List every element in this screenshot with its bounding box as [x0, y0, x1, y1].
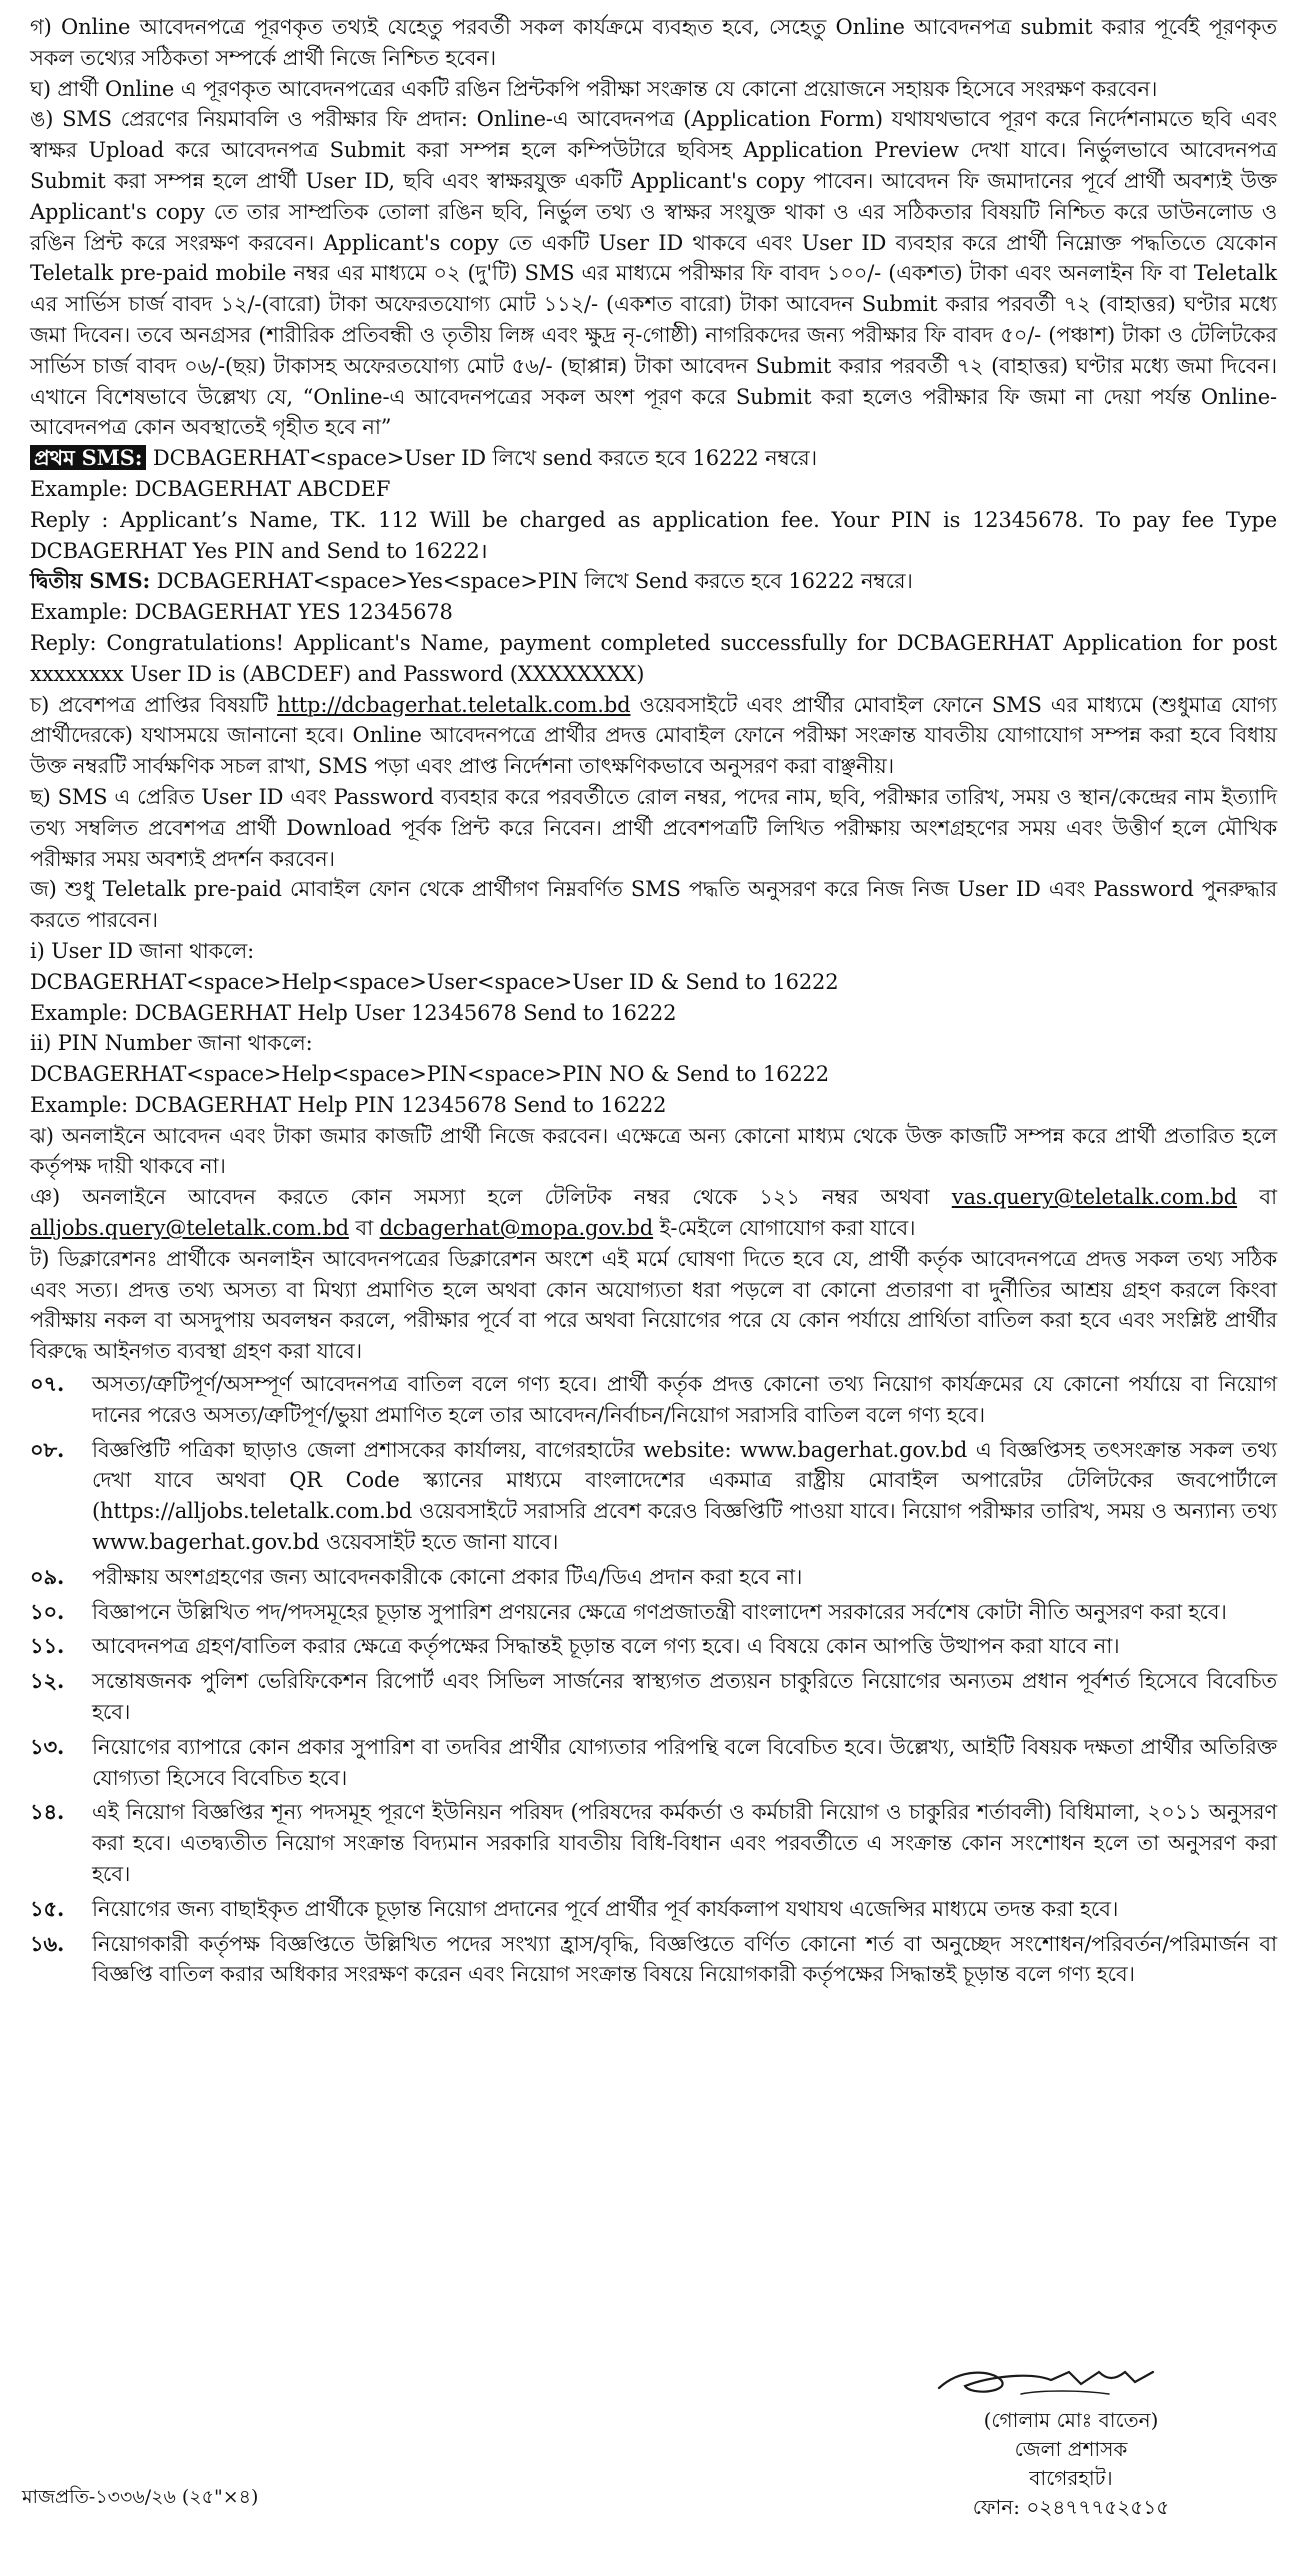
ja-i-heading: i) User ID জানা থাকলে: [30, 938, 255, 963]
numbered-clause [30, 1597, 1277, 1628]
clause-text: সন্তোষজনক পুলিশ ভেরিফিকেশন রিপোর্ট এবং সিভিল সার্জনের স্বাস্থ্যগত প্রত্যয়ন চাকুরিতে নিয়োগের অন্যতম প্রধান পূর্বশর্ত হিসেবে বিবেচিত হবে। [92, 1669, 1277, 1725]
clause-text: পরীক্ষায় অংশগ্রহণের জন্য আবেদনকারীকে কোনো প্রকার টিএ/ডিএ প্রদান করা হবে না। [92, 1564, 803, 1589]
clause-number: ১২. [30, 1668, 65, 1694]
signatory-title: জেলা প্রশাসক [1014, 2437, 1128, 2461]
clause-chha: ছ) SMS এ প্রেরিত User ID এবং Password ব্যবহার করে পরবর্তীতে রোল নম্বর, পদের নাম, ছবি, পরীক্ষার তারিখ, সময় ও স্থান/কেন্দ্রের নাম ইত্যাদি তথ্য সম্বলিত প্রবেশপত্র প্রার্থী Download পূর্বক প্রিন্ট করে নিবেন। প্রার্থী প্রবেশপত্রটি লিখিত পরীক্ষায় অংশগ্রহণের সময় এবং উত্তীর্ণ হলে মৌখিক পরীক্ষার সময় অবশ্যই প্রদর্শন করবেন। [30, 784, 1277, 871]
clause-number: ১০. [30, 1598, 65, 1624]
clause-text: আবেদনপত্র গ্রহণ/বাতিল করার ক্ষেত্রে কর্তৃপক্ষের সিদ্ধান্তই চূড়ান্ত বলে গণ্য হবে। এ বিষয়ে কোন আপত্তি উত্থাপন করা যাবে না। [92, 1634, 1120, 1659]
ja-ii-example: Example: DCBAGERHAT Help PIN 12345678 Send to 16222 [30, 1092, 667, 1117]
sms2-text: DCBAGERHAT<space>Yes<space>PIN লিখে Send করতে হবে 16222 নম্বরে। [150, 569, 913, 594]
sms1-line [30, 443, 1277, 474]
circular-body [30, 12, 1277, 1990]
numbered-clause [30, 1435, 1277, 1558]
signatory-name: (গোলাম মোঃ বাতেন) [983, 2408, 1159, 2432]
clause-text: বিজ্ঞাপনে উল্লিখিত পদ/পদসমূহের চূড়ান্ত সুপারিশ প্রণয়নের ক্ষেত্রে গণপ্রজাতন্ত্রী বাংলাদেশ সরকারের সর্বশেষ কোটা নীতি অনুসরণ করা হবে। [92, 1599, 1227, 1624]
clause-number: ১৬. [30, 1930, 65, 1956]
clause-text: বিজ্ঞপ্তিটি পত্রিকা ছাড়াও জেলা প্রশাসকের কার্যালয়, বাগেরহাটের website: www.bagerhat.gov.bd এ বিজ্ঞপ্তিসহ তৎসংক্রান্ত সকল তথ্য দেখা যাবে অথবা QR Code স্ক্যানের মাধ্যমে বাংলাদেশের একমাত্র রাষ্ট্রীয় মোবাইল অপারেটর টেলিটকের জবপোর্টালে (https://alljobs.teletalk.com.bd ওয়েবসাইটে সরাসরি প্রবেশ করেও বিজ্ঞপ্তিটি পাওয়া যাবে। নিয়োগ পরীক্ষার তারিখ, সময় ও অন্যান্য তথ্য www.bagerhat.gov.bd ওয়েবসাইট হতে জানা যাবে। [92, 1437, 1277, 1555]
signatory-phone: ফোন: ০২৪৭৭৭৫২৫১৫ [972, 2495, 1170, 2519]
sms2-reply: Reply: Congratulations! Applicant's Name, payment completed successfully for DCBAGERHAT Application for post xxxxxxxx User ID is (ABCDEF) and Password (XXXXXXXX) [30, 630, 1277, 686]
ja-ii-command: DCBAGERHAT<space>Help<space>PIN<space>PIN NO & Send to 16222 [30, 1062, 829, 1087]
ja-ii-heading: ii) PIN Number জানা থাকলে: [30, 1031, 313, 1056]
clause-number: ১৫. [30, 1895, 65, 1921]
cha-pre: চ) প্রবেশপত্র প্রাপ্তির বিষয়টি [30, 692, 278, 717]
numbered-clause [30, 1894, 1277, 1925]
numbered-clause [30, 1369, 1277, 1431]
numbered-clause [30, 1631, 1277, 1662]
clause-number: ০৯. [30, 1563, 65, 1589]
clause-ga: গ) Online আবেদনপত্রে পূরণকৃত তথ্যই যেহেতু পরবর্তী সকল কার্যক্রমে ব্যবহৃত হবে, সেহেতু Online আবেদনপত্র submit করার পূর্বেই পূরণকৃত সকল তথ্যের সঠিকতা সম্পর্কে প্রার্থী নিজে নিশ্চিত হবেন। [30, 15, 1277, 70]
cha-post: ওয়েবসাইটে এবং প্রার্থীর মোবাইল ফোনে SMS এর মাধ্যমে (শুধুমাত্র যোগ্য প্রার্থীদেরকে) যথাসময়ে জানানো হবে। Online আবেদনপত্রে প্রার্থীর প্রদত্ত মোবাইল ফোনে পরীক্ষা সংক্রান্ত যাবতীয় যোগাযোগ সম্পন্ন করা হবে বিধায় উক্ত নম্বরটি সার্বক্ষণিক সচল রাখা, SMS পড়া এবং প্রাপ্ত নির্দেশনা তাৎক্ষণিকভাবে অনুসরণ করা বাঞ্ছনীয়। [30, 692, 1277, 779]
clause-cha [30, 690, 1277, 782]
ja-i-command: DCBAGERHAT<space>Help<space>User<space>User ID & Send to 16222 [30, 969, 839, 994]
sms1-reply: Reply : Applicant’s Name, TK. 112 Will be charged as application fee. Your PIN is 12345678. To pay fee Type DCBAGERHAT Yes PIN and Send to 16222। [30, 507, 1277, 563]
sms1-text: DCBAGERHAT<space>User ID লিখে send করতে হবে 16222 নম্বরে। [146, 446, 817, 471]
clause-text: অসত্য/ত্রুটিপূর্ণ/অসম্পূর্ণ আবেদনপত্র বাতিল বলে গণ্য হবে। প্রার্থী কর্তৃক প্রদত্ত কোনো তথ্য নিয়োগ কার্যক্রমের যে কোনো পর্যায়ে বা নিয়োগ দানের পরেও অসত্য/ত্রুটিপূর্ণ/ভুয়া প্রমাণিত হলে তার আবেদন/নির্বাচন/নিয়োগ সরাসরি বাতিল বলে গণ্য হবে। [92, 1372, 1277, 1427]
clause-text: নিয়োগের জন্য বাছাইকৃত প্রার্থীকে চূড়ান্ত নিয়োগ প্রদানের পূর্বে প্রার্থীর পূর্ব কার্যকলাপ যথাযথ এজেন্সির মাধ্যমে তদন্ত করা হবে। [92, 1896, 1119, 1921]
signatory-place: বাগেরহাট। [1029, 2466, 1113, 2490]
clause-number: ১৩. [30, 1733, 65, 1759]
clause-number: ১৪. [30, 1799, 65, 1825]
clause-text: নিয়োগকারী কর্তৃপক্ষ বিজ্ঞপ্তিতে উল্লিখিত পদের সংখ্যা হ্রাস/বৃদ্ধি, বিজ্ঞপ্তিতে বর্ণিত কোনো শর্ত বা অনুচ্ছেদ সংশোধন/পরিবর্তন/পরিমার্জন বা বিজ্ঞপ্তি বাতিল করার অধিকার সংরক্ষণ করেন এবং নিয়োগ সংক্রান্ত বিষয়ে নিয়োগকারী কর্তৃপক্ষের সিদ্ধান্তই চূড়ান্ত বলে গণ্য হবে। [92, 1931, 1277, 1987]
nya-post: ই-মেইলে যোগাযোগ করা যাবে। [653, 1216, 916, 1241]
clause-ja: জ) শুধু Teletalk pre-paid মোবাইল ফোন থেকে প্রার্থীগণ নিম্নবর্ণিত SMS পদ্ধতি অনুসরণ করে নিজ নিজ User ID এবং Password পুনরুদ্ধার করতে পারবেন। [30, 877, 1277, 933]
alljobs-query-email-link[interactable]: alljobs.query@teletalk.com.bd [30, 1216, 349, 1241]
signature-scribble [931, 2350, 1171, 2406]
numbered-clause [30, 1797, 1277, 1889]
sms1-label: প্রথম SMS: [30, 445, 146, 470]
numbered-clause [30, 1562, 1277, 1593]
publication-reference: মাজপ্রতি-১৩৩৬/২৬ (২৫"×৪) [22, 2486, 259, 2508]
numbered-clause [30, 1929, 1277, 1991]
clause-gha: ঘ) প্রার্থী Online এ পূরণকৃত আবেদনপত্রের একটি রঙিন প্রিন্টকপি পরীক্ষা সংক্রান্ত যে কোনো প্রয়োজনে সহায়ক হিসেবে সংরক্ষণ করবেন। [30, 76, 1158, 101]
handwritten-signature [891, 2350, 1251, 2406]
clause-number: ১১. [30, 1633, 65, 1659]
nya-mid: বা [1237, 1185, 1277, 1210]
clause-uma: ঙ) SMS প্রেরণের নিয়মাবলি ও পরীক্ষার ফি প্রদান: Online-এ আবেদনপত্র (Application Form) যথাযথভাবে পূরণ করে নির্দেশনামতে ছবি এবং স্বাক্ষর Upload করে আবেদনপত্র Submit করা সম্পন্ন হলে কম্পিউটারে ছবিসহ Application Preview দেখা যাবে। নির্ভুলভাবে আবেদনপত্র Submit করা সম্পন্ন হলে প্রার্থী User ID, ছবি এবং স্বাক্ষরযুক্ত একটি Applicant's copy পাবেন। আবেদন ফি জমাদানের পূর্বে প্রার্থী অবশ্যই উক্ত Applicant's copy তে তার সাম্প্রতিক তোলা রঙিন ছবি, নির্ভুল তথ্য ও স্বাক্ষর সংযুক্ত থাকা ও এর সঠিকতার বিষয়টি নিশ্চিত করে ডাউনলোড ও রঙিন প্রিন্ট করে সংরক্ষণ করবেন। Applicant's copy তে একটি User ID থাকবে এবং User ID ব্যবহার করে প্রার্থী নিম্নোক্ত পদ্ধতিতে যেকোন Teletalk pre-paid mobile নম্বর এর মাধ্যমে ০২ (দু'টি) SMS এর মাধ্যমে পরীক্ষার ফি বাবদ ১০০/- (একশত) টাকা এবং অনলাইন ফি বা Teletalk এর সার্ভিস চার্জ বাবদ ১২/-(বারো) টাকা অফেরতযোগ্য মোট ১১২/- (একশত বারো) টাকা আবেদন Submit করার পরবর্তী ৭২ (বাহাত্তর) ঘণ্টার মধ্যে জমা দিবেন। তবে অনগ্রসর (শারীরিক প্রতিবন্ধী ও তৃতীয় লিঙ্গ এবং ক্ষুদ্র নৃ-গোষ্ঠী) নাগরিকদের জন্য পরীক্ষার ফি বাবদ ৫০/- (পঞ্চাশ) টাকা ও টেলিটকের সার্ভিস চার্জ বাবদ ০৬/-(ছয়) টাকাসহ অফেরতযোগ্য মোট ৫৬/- (ছাপ্পান্ন) টাকা আবেদন Submit করার পরবর্তী ৭২ (বাহাত্তর) ঘণ্টার মধ্যে জমা দিবেন। এখানে বিশেষভাবে উল্লেখ্য যে, “Online-এ আবেদনপত্রের সকল অংশ পূরণ করে Submit করা হলেও পরীক্ষার ফি জমা না দেয়া পর্যন্ত Online-আবেদনপত্র কোন অবস্থাতেই গৃহীত হবে না” [30, 107, 1277, 440]
sms2-example: Example: DCBAGERHAT YES 12345678 [30, 600, 453, 625]
vas-query-email-link[interactable]: vas.query@teletalk.com.bd [951, 1185, 1238, 1210]
dcbagerhat-teletalk-link[interactable]: http://dcbagerhat.teletalk.com.bd [277, 692, 631, 717]
sms2-label: দ্বিতীয় SMS: [30, 568, 151, 594]
numbered-clause [30, 1732, 1277, 1794]
sms2-line [30, 566, 1277, 597]
sms1-example: Example: DCBAGERHAT ABCDEF [30, 476, 391, 501]
clause-nya [30, 1182, 1277, 1244]
nya-mid2: বা [348, 1216, 380, 1241]
dcbagerhat-email-link[interactable]: dcbagerhat@mopa.gov.bd [379, 1216, 654, 1241]
clause-number: ০৮. [30, 1436, 65, 1462]
clause-text: এই নিয়োগ বিজ্ঞপ্তির শূন্য পদসমূহ পূরণে ইউনিয়ন পরিষদ (পরিষদের কর্মকর্তা ও কর্মচারী নিয়োগ ও চাকুরির শর্তাবলী) বিধিমালা, ২০১১ অনুসরণ করা হবে। এতদ্ব্যতীত নিয়োগ সংক্রান্ত বিদ্যমান সরকারি যাবতীয় বিধি-বিধান এবং পরবর্তীতে এ সংক্রান্ত কোন সংশোধন হলে তা অনুসরণ করা হবে। [92, 1800, 1277, 1887]
clause-number: ০৭. [30, 1371, 65, 1397]
signature-block [891, 2350, 1251, 2522]
numbered-clauses [30, 1369, 1277, 1990]
clause-text: নিয়োগের ব্যাপারে কোন প্রকার সুপারিশ বা তদবির প্রার্থীর যোগ্যতার পরিপন্থি বলে বিবেচিত হবে। উল্লেখ্য, আইটি বিষয়ক দক্ষতা প্রার্থীর অতিরিক্ত যোগ্যতা হিসেবে বিবেচিত হবে। [92, 1734, 1277, 1790]
clause-ta: ট) ডিক্লারেশনঃ প্রার্থীকে অনলাইন আবেদনপত্রের ডিক্লারেশন অংশে এই মর্মে ঘোষণা দিতে হবে যে, প্রার্থী কর্তৃক আবেদনপত্রে প্রদত্ত সকল তথ্য সঠিক এবং সত্য। প্রদত্ত তথ্য অসত্য বা মিথ্যা প্রমাণিত হলে অথবা কোন অযোগ্যতা ধরা পড়লে বা কোনো প্রতারণা বা দুর্নীতির আশ্রয় গ্রহণ করলে কিংবা পরীক্ষায় নকল বা অসদুপায় অবলম্বন করলে, পরীক্ষার পূর্বে বা পরে অথবা নিয়োগের পরে যে কোন পর্যায়ে প্রার্থিতা বাতিল করা হবে এবং সংশ্লিষ্ট প্রার্থীর বিরুদ্ধে আইনগত ব্যবস্থা গ্রহণ করা যাবে। [30, 1246, 1277, 1364]
numbered-clause [30, 1666, 1277, 1728]
nya-pre: ঞ) অনলাইনে আবেদন করতে কোন সমস্যা হলে টেলিটক নম্বর থেকে ১২১ নম্বর অথবা [30, 1185, 952, 1210]
ja-i-example: Example: DCBAGERHAT Help User 12345678 Send to 16222 [30, 1000, 677, 1025]
clause-jha: ঝ) অনলাইনে আবেদন এবং টাকা জমার কাজটি প্রার্থী নিজে করবেন। এক্ষেত্রে অন্য কোনো মাধ্যম থেকে উক্ত কাজটি সম্পন্ন করে প্রার্থী প্রতারিত হলে কর্তৃপক্ষ দায়ী থাকবে না। [30, 1123, 1277, 1179]
